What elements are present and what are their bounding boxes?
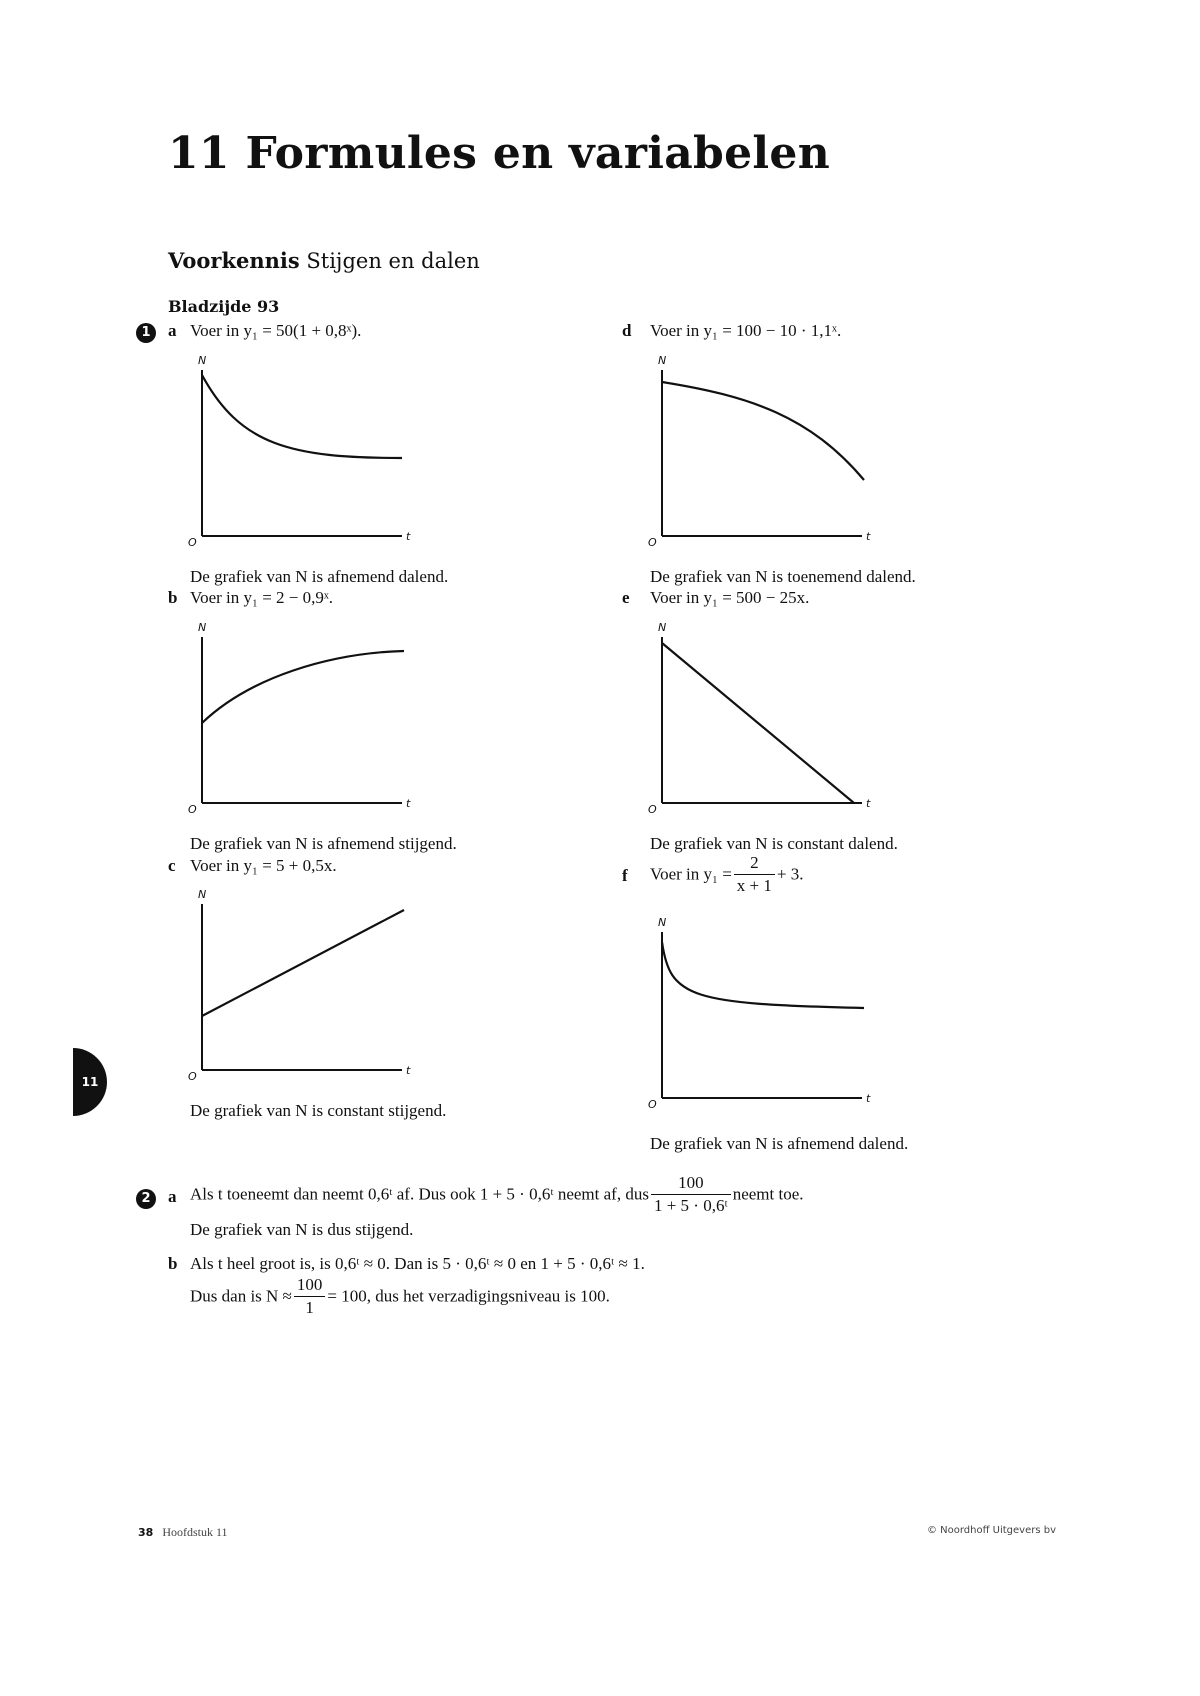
x-axis-label: t (866, 1092, 871, 1105)
part-f-conclusion: De grafiek van N is afnemend dalend. (650, 1134, 909, 1153)
part-letter-e: e (622, 588, 630, 607)
part-c-formula: Voer in y₁ = 5 + 0,5x. (190, 856, 337, 875)
origin-label: O (188, 803, 197, 816)
y-axis-label: N (198, 354, 207, 367)
part-f-formula-suffix: + 3. (776, 864, 804, 884)
part-a-formula: Voer in y₁ = 50(1 + 0,8ˣ). (190, 321, 362, 340)
graph-d-curve (662, 382, 864, 480)
y-axis-label: N (658, 354, 667, 367)
fraction-denominator: 1 + 5 · 0,6ᵗ (653, 1196, 728, 1215)
part-f-formula-prefix: Voer in y₁ = (650, 864, 732, 884)
section-label: Voorkennis (168, 248, 300, 273)
ex2-a-line1-suffix: neemt toe. (732, 1184, 804, 1204)
footer-copyright: © Noordhoff Uitgevers bv (926, 1525, 1056, 1536)
exercise-number-badge: 1 (136, 323, 156, 343)
graph-a (180, 350, 420, 550)
fraction-numerator: 100 (294, 1275, 326, 1297)
x-axis-label: t (866, 530, 871, 543)
graph-b-curve (202, 651, 404, 723)
origin-label: O (648, 803, 657, 816)
ex2-a-fraction (651, 1173, 731, 1216)
graph-e-line (662, 643, 854, 803)
origin-label: O (188, 536, 197, 549)
ex2-b-line2-suffix: = 100, dus het verzadigingsniveau is 100. (327, 1286, 610, 1306)
part-letter-a: a (168, 321, 177, 340)
graph-e (640, 617, 880, 817)
part-letter-b: b (168, 588, 178, 607)
fraction-denominator: x + 1 (736, 876, 772, 895)
fraction-numerator: 2 (734, 853, 775, 875)
part-f-fraction (734, 853, 775, 896)
ex2-a-line1-prefix: Als t toeneemt dan neemt 0,6ᵗ af. Dus ook 1 + 5 · 0,6ᵗ neemt af, dus (190, 1184, 649, 1204)
part-letter-a: a (168, 1187, 177, 1206)
ex2-a-line2: De grafiek van N is dus stijgend. (190, 1220, 414, 1239)
graph-c-line (202, 910, 404, 1016)
origin-label: O (648, 536, 657, 549)
page-reference: Bladzijde 93 (168, 297, 280, 316)
x-axis-label: t (406, 797, 411, 810)
part-e-formula: Voer in y₁ = 500 − 25x. (650, 588, 810, 607)
part-b-conclusion: De grafiek van N is afnemend stijgend. (190, 834, 457, 853)
ex2-b-line2 (190, 1275, 610, 1318)
ex2-b-line1: Als t heel groot is, is 0,6ᵗ ≈ 0. Dan is 5 · 0,6ᵗ ≈ 0 en 1 + 5 · 0,6ᵗ ≈ 1. (190, 1254, 645, 1273)
y-axis-label: N (198, 888, 207, 901)
section-topic: Stijgen en dalen (306, 249, 480, 273)
graph-f-curve (662, 942, 864, 1008)
graph-f (640, 912, 880, 1112)
footer-chapter: Hoofdstuk 11 (162, 1525, 228, 1539)
fraction-numerator: 100 (651, 1173, 731, 1195)
y-axis-label: N (658, 916, 667, 929)
origin-label: O (188, 1070, 197, 1083)
part-b-formula: Voer in y₁ = 2 − 0,9ˣ. (190, 588, 334, 607)
x-axis-label: t (406, 1064, 411, 1077)
origin-label: O (648, 1098, 657, 1111)
x-axis-label: t (406, 530, 411, 543)
part-letter-c: c (168, 856, 176, 875)
part-c-conclusion: De grafiek van N is constant stijgend. (190, 1101, 447, 1120)
ex2-a-line1 (190, 1173, 804, 1216)
graph-a-curve (202, 375, 402, 458)
footer-left (138, 1525, 228, 1540)
section-heading (168, 248, 480, 273)
part-d-conclusion: De grafiek van N is toenemend dalend. (650, 567, 916, 586)
part-d-formula: Voer in y₁ = 100 − 10 · 1,1ˣ. (650, 321, 842, 340)
fraction-denominator: 1 (305, 1298, 314, 1317)
part-letter-f: f (622, 866, 628, 885)
graph-c (180, 884, 420, 1084)
part-letter-d: d (622, 321, 632, 340)
ex2-b-line2-prefix: Dus dan is N ≈ (190, 1286, 292, 1306)
page-title: 11 Formules en variabelen (168, 128, 830, 179)
part-letter-b: b (168, 1254, 178, 1273)
y-axis-label: N (658, 621, 667, 634)
part-f-formula (650, 853, 803, 896)
graph-d (640, 350, 880, 550)
ex2-b-fraction (294, 1275, 326, 1318)
footer-page-number: 38 (138, 1526, 154, 1539)
x-axis-label: t (866, 797, 871, 810)
part-a-conclusion: De grafiek van N is afnemend dalend. (190, 567, 449, 586)
graph-b (180, 617, 420, 817)
part-e-conclusion: De grafiek van N is constant dalend. (650, 834, 898, 853)
chapter-side-tab: 11 (73, 1048, 107, 1116)
y-axis-label: N (198, 621, 207, 634)
exercise-number-badge: 2 (136, 1189, 156, 1209)
